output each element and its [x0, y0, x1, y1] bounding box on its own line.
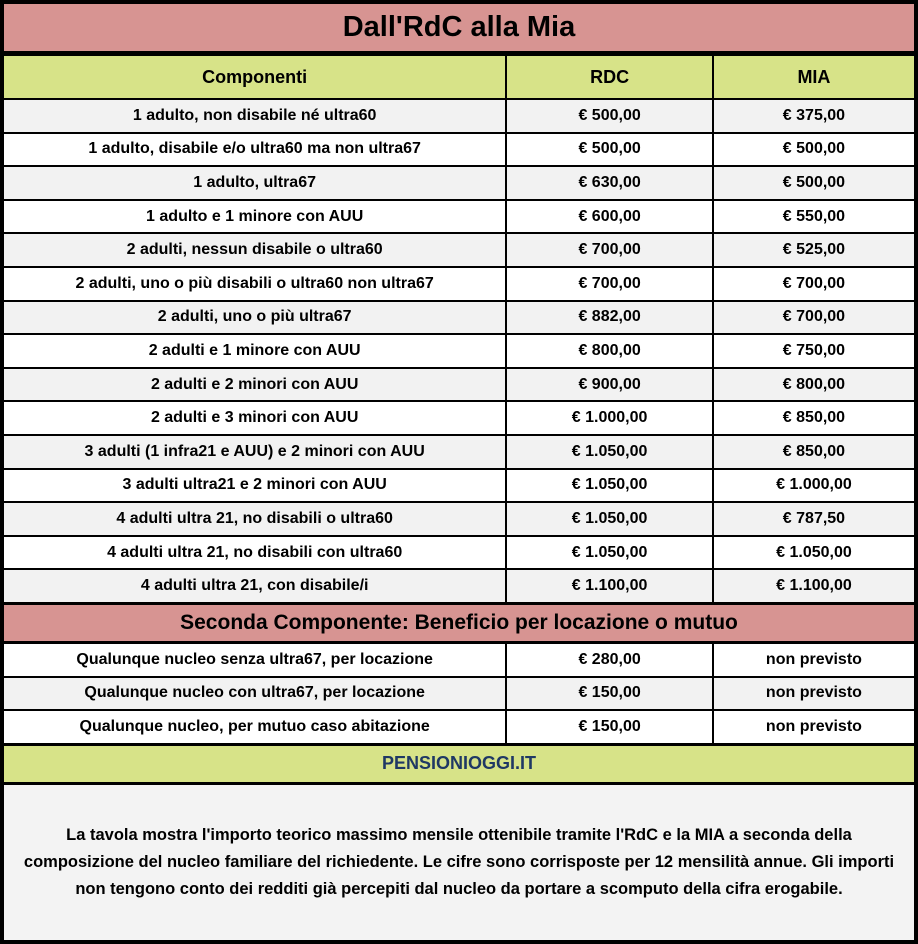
- mia-value: € 800,00: [713, 368, 914, 402]
- table-row: [4, 99, 914, 133]
- rdc-value: € 630,00: [506, 166, 713, 200]
- footnote: [4, 785, 914, 940]
- rdc-value: € 800,00: [506, 334, 713, 368]
- column-header-componenti: Componenti: [4, 55, 506, 99]
- table-row: [4, 710, 914, 744]
- section-header-title: Seconda Componente: Beneficio per locazione o mutuo: [4, 603, 914, 642]
- rdc-value: € 500,00: [506, 99, 713, 133]
- mia-value: € 700,00: [713, 301, 914, 335]
- rdc-value: € 1.000,00: [506, 401, 713, 435]
- mia-value: non previsto: [713, 677, 914, 711]
- table-header-row: [4, 55, 914, 99]
- mia-value: € 850,00: [713, 435, 914, 469]
- row-label: 2 adulti, uno o più ultra67: [4, 301, 506, 335]
- row-label: 2 adulti, uno o più disabili o ultra60 non ultra67: [4, 267, 506, 301]
- row-label: 2 adulti, nessun disabile o ultra60: [4, 233, 506, 267]
- row-label: 1 adulto, disabile e/o ultra60 ma non ultra67: [4, 133, 506, 167]
- mia-value: € 700,00: [713, 267, 914, 301]
- row-label: 2 adulti e 3 minori con AUU: [4, 401, 506, 435]
- table-row: [4, 569, 914, 603]
- rdc-value: € 600,00: [506, 200, 713, 234]
- mia-value: € 550,00: [713, 200, 914, 234]
- row-label: 4 adulti ultra 21, no disabili o ultra60: [4, 502, 506, 536]
- mia-value: € 500,00: [713, 166, 914, 200]
- table-row: [4, 166, 914, 200]
- mia-value: € 787,50: [713, 502, 914, 536]
- row-label: Qualunque nucleo con ultra67, per locazione: [4, 677, 506, 711]
- mia-value: € 850,00: [713, 401, 914, 435]
- row-label: 2 adulti e 2 minori con AUU: [4, 368, 506, 402]
- table-row: [4, 502, 914, 536]
- mia-value: € 525,00: [713, 233, 914, 267]
- row-label: Qualunque nucleo, per mutuo caso abitazione: [4, 710, 506, 744]
- mia-value: € 1.050,00: [713, 536, 914, 570]
- mia-value: € 500,00: [713, 133, 914, 167]
- table-row: [4, 677, 914, 711]
- rdc-value: € 1.050,00: [506, 536, 713, 570]
- rdc-value: € 700,00: [506, 233, 713, 267]
- mia-value: € 375,00: [713, 99, 914, 133]
- mia-value: non previsto: [713, 642, 914, 676]
- page-title: Dall'RdC alla Mia: [4, 4, 914, 54]
- row-label: Qualunque nucleo senza ultra67, per locazione: [4, 642, 506, 676]
- table-row: [4, 133, 914, 167]
- table-row: [4, 334, 914, 368]
- table-row: [4, 401, 914, 435]
- row-label: 2 adulti e 1 minore con AUU: [4, 334, 506, 368]
- row-label: 1 adulto, ultra67: [4, 166, 506, 200]
- table-row: [4, 368, 914, 402]
- source-label: PENSIONIOGGI.IT: [4, 744, 914, 783]
- row-label: 3 adulti (1 infra21 e AUU) e 2 minori con AUU: [4, 435, 506, 469]
- rdc-value: € 882,00: [506, 301, 713, 335]
- mia-value: € 1.000,00: [713, 469, 914, 503]
- table-row: [4, 469, 914, 503]
- mia-value: non previsto: [713, 710, 914, 744]
- column-header-mia: MIA: [713, 55, 914, 99]
- row-label: 4 adulti ultra 21, con disabile/i: [4, 569, 506, 603]
- table-row: [4, 200, 914, 234]
- rdc-value: € 1.050,00: [506, 502, 713, 536]
- rdc-value: € 1.050,00: [506, 469, 713, 503]
- mia-value: € 1.100,00: [713, 569, 914, 603]
- rdc-value: € 900,00: [506, 368, 713, 402]
- table-row: [4, 267, 914, 301]
- table-row: [4, 642, 914, 676]
- rdc-value: € 150,00: [506, 710, 713, 744]
- mia-value: € 750,00: [713, 334, 914, 368]
- rdc-value: € 500,00: [506, 133, 713, 167]
- table-row: [4, 301, 914, 335]
- section-header-row: [4, 603, 914, 642]
- rdc-value: € 150,00: [506, 677, 713, 711]
- row-label: 4 adulti ultra 21, no disabili con ultra60: [4, 536, 506, 570]
- footnote-text: La tavola mostra l'importo teorico massimo mensile ottenibile tramite l'RdC e la MIA a seconda della composizione del nucleo familiare del richiedente. Le cifre sono corrisposte per 12 mensilità annue. Gli importi non tengono conto dei redditi già percepiti dal nucleo da portare a scomputo della cifra erogabile.: [23, 826, 895, 898]
- source-row: [4, 744, 914, 783]
- row-label: 1 adulto e 1 minore con AUU: [4, 200, 506, 234]
- table-row: [4, 233, 914, 267]
- table-row: [4, 536, 914, 570]
- rdc-value: € 280,00: [506, 642, 713, 676]
- row-label: 3 adulti ultra21 e 2 minori con AUU: [4, 469, 506, 503]
- row-label: 1 adulto, non disabile né ultra60: [4, 99, 506, 133]
- benefits-table: [4, 54, 914, 785]
- rdc-value: € 700,00: [506, 267, 713, 301]
- rdc-value: € 1.050,00: [506, 435, 713, 469]
- rdc-value: € 1.100,00: [506, 569, 713, 603]
- table-row: [4, 435, 914, 469]
- column-header-rdc: RDC: [506, 55, 713, 99]
